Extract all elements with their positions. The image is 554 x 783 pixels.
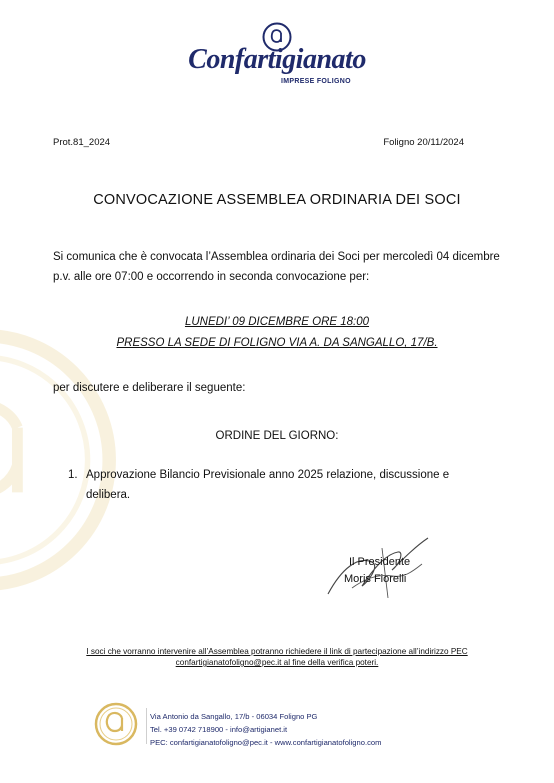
signature-name: Moris Fiorelli [344, 573, 407, 585]
intro-paragraph [53, 247, 513, 287]
notice-line: confartigianatofoligno@pec.it al fine della verifica poteri. [175, 658, 379, 667]
notice-line: I soci che vorranno intervenire all’Assemblea potranno richiedere il link di partecipazione all’indirizzo PEC [86, 647, 468, 656]
intro-line: p.v. alle ore 07:00 e occorrendo in seconda convocazione per: [53, 271, 370, 283]
intro-line: Si comunica che è convocata l’Assemblea ordinaria dei Soci per mercoledì 04 dicembre [53, 251, 500, 263]
meeting-place: PRESSO LA SEDE DI FOLIGNO VIA A. DA SANGALLO, 17/B. [116, 337, 438, 349]
agenda-item-number: 1. [68, 469, 78, 481]
agenda-heading: ORDINE DEL GIORNO: [215, 430, 339, 442]
signature-role: Il Presidente [349, 556, 411, 568]
discuss-line: per discutere e deliberare il seguente: [53, 382, 246, 394]
participation-notice [30, 646, 524, 668]
protocol-number: Prot.81_2024 [53, 137, 111, 148]
brand-subtitle: IMPRESE FOLIGNO [281, 78, 351, 85]
watermark-logo-icon [0, 325, 120, 595]
agenda-item-line: Approvazione Bilancio Previsionale anno 2025 relazione, discussione e [86, 469, 450, 481]
footer-divider [146, 708, 147, 744]
footer-address: Via Antonio da Sangallo, 17/b - 06034 Foligno PG [150, 712, 318, 721]
agenda-item-line: delibera. [86, 489, 131, 501]
footer-logo-icon [94, 700, 138, 748]
brand-name: Confartigianato [188, 44, 366, 75]
place-date: Foligno 20/11/2024 [383, 137, 464, 148]
agenda-item [86, 465, 506, 505]
meeting-date: LUNEDI’ 09 DICEMBRE ORE 18:00 [184, 316, 370, 328]
document-title: CONVOCAZIONE ASSEMBLEA ORDINARIA DEI SOCI [93, 192, 461, 208]
footer-pec: PEC: confartigianatofoligno@pec.it - www.confartigianatofoligno.com [150, 738, 382, 747]
footer-contacts: Tel. +39 0742 718900 - info@artigianet.it [150, 725, 288, 734]
